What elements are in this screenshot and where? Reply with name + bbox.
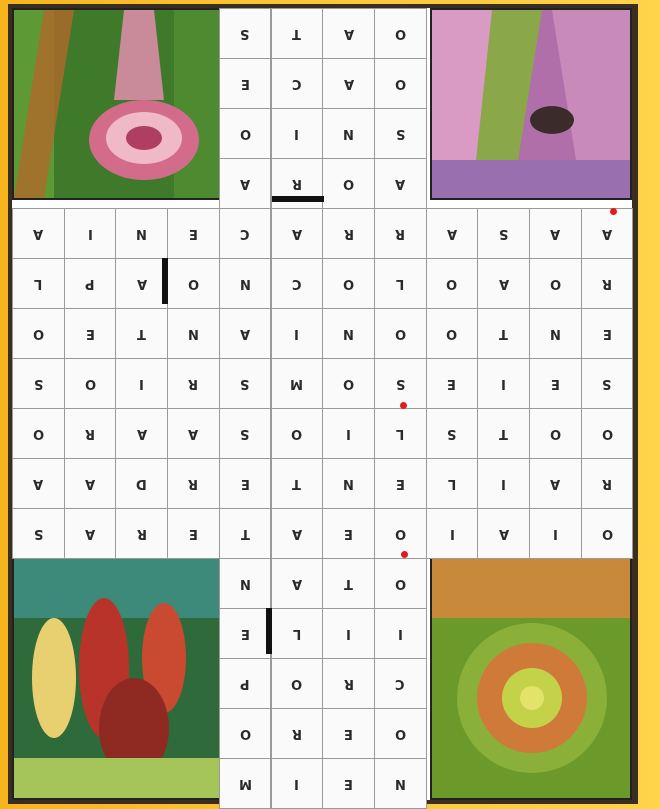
cell-letter: O (394, 326, 406, 341)
grid-cell[interactable] (271, 8, 324, 59)
cell-letter: R (602, 276, 613, 291)
grid-cell[interactable] (374, 408, 427, 459)
cell-letter: E (240, 626, 250, 641)
grid-cell[interactable] (581, 358, 634, 409)
cell-letter: O (32, 326, 44, 341)
grid-cell[interactable] (374, 158, 427, 209)
cell-letter: I (346, 626, 351, 641)
grid-cell[interactable] (374, 708, 427, 759)
grid-cell[interactable] (374, 658, 427, 709)
cell-letter: S (240, 376, 250, 391)
cell-letter: E (85, 326, 95, 341)
cell-letter: R (395, 226, 406, 241)
cell-letter: E (344, 726, 353, 741)
grid-cell[interactable] (219, 758, 272, 809)
cell-letter: E (344, 526, 353, 541)
cell-letter: C (395, 676, 405, 691)
cell-letter: A (136, 276, 147, 291)
grid-cell[interactable] (477, 408, 530, 459)
cell-letter: E (550, 376, 560, 391)
cell-letter: O (601, 526, 613, 541)
cell-letter: E (240, 76, 250, 91)
cell-letter: A (395, 176, 406, 191)
red-marker (401, 551, 408, 558)
grid-cell[interactable] (115, 458, 168, 509)
grid-cell[interactable] (219, 308, 272, 359)
grid-cell[interactable] (271, 558, 324, 609)
grid-cell[interactable] (477, 508, 530, 559)
cell-letter: O (343, 376, 355, 391)
grid-cell[interactable] (374, 308, 427, 359)
grid-cell[interactable] (426, 458, 479, 509)
grid-cell[interactable] (167, 258, 220, 309)
cell-letter: O (239, 726, 251, 741)
grid-cell[interactable] (219, 8, 272, 59)
grid-cell[interactable] (219, 508, 272, 559)
grid-cell[interactable] (115, 308, 168, 359)
cell-letter: E (602, 326, 612, 341)
grid-cell[interactable] (581, 458, 634, 509)
cell-letter: A (85, 526, 96, 541)
cell-letter: A (291, 576, 302, 591)
grid-cell[interactable] (529, 258, 582, 309)
cell-letter: N (239, 576, 251, 591)
grid-cell[interactable] (64, 508, 117, 559)
grid-cell[interactable] (374, 458, 427, 509)
grid-cell[interactable] (271, 608, 324, 659)
cell-letter: O (549, 426, 561, 441)
grid-cell[interactable] (581, 258, 634, 309)
cell-letter: A (343, 26, 354, 41)
grid-cell[interactable] (477, 358, 530, 409)
grid-cell[interactable] (374, 108, 427, 159)
cell-letter: T (292, 476, 302, 491)
grid-cell[interactable] (374, 208, 427, 259)
grid-cell[interactable] (581, 408, 634, 459)
cell-letter: L (447, 476, 457, 491)
cell-letter: E (188, 226, 198, 241)
grid-cell[interactable] (64, 358, 117, 409)
cell-letter: N (549, 326, 561, 341)
cell-letter: I (346, 426, 351, 441)
cell-letter: E (344, 776, 353, 791)
grid-cell[interactable] (581, 208, 634, 259)
cell-letter: L (396, 426, 405, 441)
grid-cell[interactable] (219, 558, 272, 609)
grid-cell[interactable] (426, 408, 479, 459)
grid-cell[interactable] (374, 358, 427, 409)
red-pitcher-plants-image (14, 558, 220, 798)
cell-letter: O (601, 426, 613, 441)
black-separator (162, 258, 168, 304)
grid-cell[interactable] (477, 258, 530, 309)
cell-letter: S (240, 26, 250, 41)
cell-letter: O (187, 276, 199, 291)
grid-cell[interactable] (271, 258, 324, 309)
grid-cell[interactable] (115, 358, 168, 409)
cell-letter: A (446, 226, 457, 241)
grid-cell[interactable] (322, 708, 375, 759)
grid-cell[interactable] (529, 508, 582, 559)
grid-cell[interactable] (529, 408, 582, 459)
grid-cell[interactable] (12, 258, 65, 309)
black-separator (266, 608, 272, 654)
grid-cell[interactable] (322, 308, 375, 359)
grid-cell[interactable] (477, 458, 530, 509)
cell-letter: M (238, 776, 252, 791)
cell-letter: A (188, 426, 199, 441)
cell-letter: A (33, 226, 44, 241)
grid-cell[interactable] (322, 658, 375, 709)
grid-cell[interactable] (219, 358, 272, 409)
cell-letter: I (294, 326, 300, 341)
grid-cell[interactable] (374, 558, 427, 609)
cell-letter: L (396, 276, 405, 291)
grid-cell[interactable] (219, 708, 272, 759)
cell-letter: S (33, 526, 44, 541)
grid-cell[interactable] (271, 58, 324, 109)
cell-letter: C (292, 276, 302, 291)
cell-letter: M (290, 376, 304, 391)
grid-cell[interactable] (219, 458, 272, 509)
cell-letter: A (240, 176, 251, 191)
cell-letter: O (394, 576, 406, 591)
cell-letter: T (240, 526, 250, 541)
grid-cell[interactable] (12, 458, 65, 509)
grid-cell[interactable] (322, 58, 375, 109)
cell-letter: A (343, 76, 354, 91)
cell-letter: L (34, 276, 43, 291)
grid-cell[interactable] (322, 158, 375, 209)
grid-cell[interactable] (322, 458, 375, 509)
cell-letter: P (85, 276, 95, 291)
grid-cell[interactable] (115, 408, 168, 459)
grid-cell[interactable] (322, 608, 375, 659)
cell-letter: I (294, 126, 300, 141)
cell-letter: I (501, 376, 507, 391)
grid-cell[interactable] (529, 358, 582, 409)
grid-cell[interactable] (219, 208, 272, 259)
grid-cell[interactable] (322, 758, 375, 809)
cell-letter: A (550, 476, 561, 491)
grid-cell[interactable] (115, 258, 168, 309)
cell-letter: A (240, 326, 251, 341)
cell-letter: R (136, 526, 147, 541)
cell-letter: I (294, 776, 300, 791)
cell-letter: E (188, 526, 198, 541)
cell-letter: I (501, 476, 507, 491)
cell-letter: I (87, 226, 93, 241)
grid-cell[interactable] (426, 508, 479, 559)
cell-letter: C (240, 226, 250, 241)
cell-letter: O (394, 526, 406, 541)
grid-cell[interactable] (167, 358, 220, 409)
cell-letter: S (33, 376, 44, 391)
purple-pitcher-plant-image (432, 10, 630, 198)
photo-top-right (430, 8, 632, 200)
cell-letter: S (240, 426, 250, 441)
cell-letter: O (549, 276, 561, 291)
cell-letter: T (499, 326, 509, 341)
cell-letter: N (239, 276, 251, 291)
grid-cell[interactable] (322, 208, 375, 259)
cell-letter: O (343, 176, 355, 191)
cell-letter: A (498, 276, 509, 291)
cell-letter: P (240, 676, 250, 691)
cell-letter: E (447, 376, 457, 391)
grid-cell[interactable] (12, 508, 65, 559)
cell-letter: S (498, 226, 509, 241)
grid-cell[interactable] (219, 258, 272, 309)
red-marker (610, 208, 617, 215)
grid-cell[interactable] (64, 308, 117, 359)
cell-letter: N (187, 326, 199, 341)
cell-letter: O (84, 376, 96, 391)
grid-cell[interactable] (374, 8, 427, 59)
cell-letter: E (395, 476, 405, 491)
cell-letter: S (602, 376, 612, 391)
grid-cell[interactable] (167, 208, 220, 259)
grid-cell[interactable] (167, 508, 220, 559)
cell-letter: O (239, 126, 251, 141)
grid-cell[interactable] (64, 458, 117, 509)
grid-cell[interactable] (322, 8, 375, 59)
cell-letter: A (602, 226, 613, 241)
cell-letter: I (449, 526, 455, 541)
grid-cell[interactable] (374, 58, 427, 109)
grid-cell[interactable] (426, 308, 479, 359)
grid-cell[interactable] (322, 358, 375, 409)
grid-cell[interactable] (12, 308, 65, 359)
grid-cell[interactable] (219, 108, 272, 159)
photo-top-left (12, 8, 222, 200)
cell-letter: O (446, 276, 458, 291)
cell-letter: S (395, 376, 405, 391)
cell-letter: O (291, 426, 303, 441)
grid-cell[interactable] (219, 658, 272, 709)
grid-cell[interactable] (529, 458, 582, 509)
grid-cell[interactable] (322, 258, 375, 309)
grid-cell[interactable] (271, 208, 324, 259)
cell-letter: R (85, 426, 96, 441)
cell-letter: I (397, 626, 403, 641)
grid-cell[interactable] (581, 308, 634, 359)
cell-letter: A (291, 226, 302, 241)
grid-cell[interactable] (219, 158, 272, 209)
cell-letter: A (498, 526, 509, 541)
photo-bottom-right (430, 556, 632, 800)
grid-cell[interactable] (271, 658, 324, 709)
cell-letter: O (394, 726, 406, 741)
grid-cell[interactable] (167, 308, 220, 359)
grid-cell[interactable] (271, 708, 324, 759)
cell-letter: N (343, 476, 354, 491)
grid-cell[interactable] (374, 758, 427, 809)
grid-cell[interactable] (271, 458, 324, 509)
grid-cell[interactable] (167, 408, 220, 459)
grid-cell[interactable] (271, 108, 324, 159)
red-marker (400, 402, 407, 409)
pink-pitcher-flower-image (14, 10, 220, 198)
grid-cell[interactable] (64, 258, 117, 309)
cell-letter: A (136, 426, 147, 441)
cell-letter: L (292, 626, 301, 641)
cell-letter: R (291, 176, 302, 191)
cell-letter: R (188, 376, 199, 391)
cell-letter: N (136, 226, 148, 241)
cell-letter: O (32, 426, 44, 441)
grid-cell[interactable] (426, 358, 479, 409)
grid-cell[interactable] (426, 208, 479, 259)
cell-letter: O (343, 276, 355, 291)
cell-letter: D (136, 476, 148, 491)
grid-cell[interactable] (219, 608, 272, 659)
grid-cell[interactable] (271, 308, 324, 359)
grid-cell[interactable] (374, 258, 427, 309)
cell-letter: O (291, 676, 303, 691)
photo-bottom-left (12, 556, 222, 800)
cell-letter: A (85, 476, 96, 491)
grid-cell[interactable] (322, 108, 375, 159)
cell-letter: R (343, 676, 354, 691)
cell-letter: I (552, 526, 558, 541)
grid-cell[interactable] (374, 508, 427, 559)
cell-letter: R (188, 476, 199, 491)
grid-cell[interactable] (219, 408, 272, 459)
cell-letter: I (139, 376, 145, 391)
grid-cell[interactable] (64, 408, 117, 459)
cell-letter: T (499, 426, 509, 441)
cell-letter: R (343, 226, 354, 241)
cell-letter: T (344, 576, 353, 591)
grid-cell[interactable] (426, 258, 479, 309)
grid-cell[interactable] (374, 608, 427, 659)
grid-cell[interactable] (477, 308, 530, 359)
grid-cell[interactable] (115, 508, 168, 559)
cell-letter: A (33, 476, 44, 491)
grid-cell[interactable] (477, 208, 530, 259)
grid-cell[interactable] (271, 758, 324, 809)
grid-cell[interactable] (529, 308, 582, 359)
cell-letter: R (602, 476, 613, 491)
grid-cell[interactable] (581, 508, 634, 559)
cell-letter: N (394, 776, 406, 791)
sundew-plant-image (432, 558, 630, 798)
cell-letter: E (240, 476, 250, 491)
black-separator (272, 196, 324, 202)
cell-letter: S (395, 126, 405, 141)
grid-cell[interactable] (271, 408, 324, 459)
cell-letter: N (343, 326, 354, 341)
grid-cell[interactable] (322, 558, 375, 609)
grid-cell[interactable] (271, 358, 324, 409)
grid-cell[interactable] (115, 208, 168, 259)
cell-letter: T (292, 26, 302, 41)
cell-letter: O (394, 26, 406, 41)
cell-letter: C (292, 76, 302, 91)
cell-letter: O (446, 326, 458, 341)
cell-letter: R (291, 726, 302, 741)
grid-cell[interactable] (271, 508, 324, 559)
grid-cell[interactable] (219, 58, 272, 109)
grid-cell[interactable] (167, 458, 220, 509)
grid-cell[interactable] (12, 208, 65, 259)
grid-cell[interactable] (64, 208, 117, 259)
cell-letter: A (550, 226, 561, 241)
cell-letter: A (291, 526, 302, 541)
cell-letter: O (394, 76, 406, 91)
grid-cell[interactable] (12, 358, 65, 409)
cell-letter: T (137, 326, 147, 341)
grid-cell[interactable] (529, 208, 582, 259)
grid-cell[interactable] (12, 408, 65, 459)
cell-letter: N (343, 126, 354, 141)
cell-letter: S (447, 426, 457, 441)
grid-cell[interactable] (322, 408, 375, 459)
grid-cell[interactable] (322, 508, 375, 559)
